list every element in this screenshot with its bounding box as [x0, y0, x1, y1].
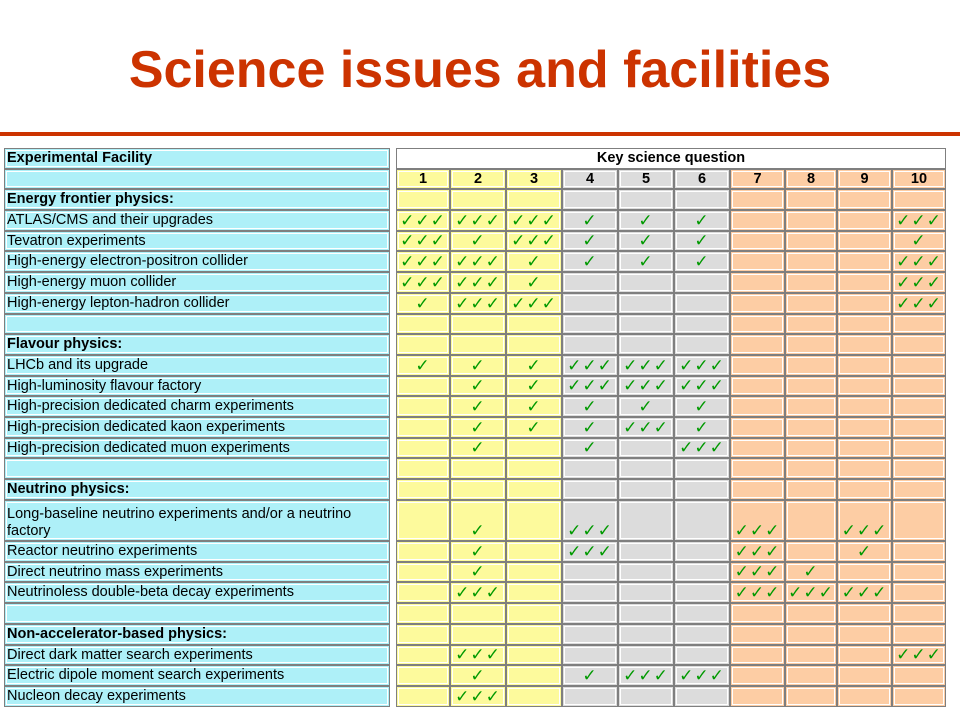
- empty-cell: [674, 624, 730, 645]
- check-mark-cell: ✓✓✓: [506, 210, 562, 231]
- empty-cell: [674, 479, 730, 500]
- facility-label: High-precision dedicated charm experiments: [4, 396, 390, 417]
- empty-cell: [730, 686, 785, 707]
- empty-cell: [396, 334, 450, 355]
- empty-cell: [396, 479, 450, 500]
- check-mark-cell: ✓✓✓: [450, 686, 506, 707]
- check-mark-cell: ✓✓✓: [562, 500, 618, 541]
- check-mark-cell: ✓✓✓: [450, 293, 506, 314]
- empty-cell: [730, 355, 785, 376]
- check-mark-cell: ✓✓✓: [396, 231, 450, 252]
- empty-cell: [785, 272, 837, 293]
- empty-cell: [730, 251, 785, 272]
- empty-cell: [396, 562, 450, 583]
- empty-cell: [674, 272, 730, 293]
- check-mark-cell: ✓✓✓: [730, 582, 785, 603]
- blank-row-label: [4, 603, 390, 624]
- check-mark-cell: ✓✓✓: [837, 582, 892, 603]
- empty-cell: [837, 624, 892, 645]
- empty-cell: [506, 686, 562, 707]
- empty-cell: [562, 645, 618, 666]
- empty-cell: [506, 562, 562, 583]
- question-number-9: 9: [837, 169, 892, 190]
- check-mark-cell: ✓: [506, 272, 562, 293]
- empty-cell: [562, 479, 618, 500]
- empty-cell: [785, 355, 837, 376]
- empty-cell: [562, 686, 618, 707]
- section-heading: Energy frontier physics:: [4, 189, 390, 210]
- empty-cell: [674, 645, 730, 666]
- check-mark-cell: ✓✓✓: [562, 355, 618, 376]
- empty-cell: [562, 562, 618, 583]
- empty-cell: [562, 314, 618, 335]
- empty-cell: [396, 686, 450, 707]
- check-mark-cell: ✓: [618, 210, 674, 231]
- blank-row-label: [4, 458, 390, 479]
- empty-cell: [730, 376, 785, 397]
- question-number-2: 2: [450, 169, 506, 190]
- facility-label: Nucleon decay experiments: [4, 686, 390, 707]
- check-mark-cell: ✓: [562, 210, 618, 231]
- check-mark-cell: ✓✓✓: [562, 376, 618, 397]
- empty-cell: [892, 582, 946, 603]
- empty-cell: [396, 624, 450, 645]
- title-divider: [0, 132, 960, 136]
- check-mark-cell: ✓✓✓: [450, 210, 506, 231]
- check-mark-cell: ✓: [674, 210, 730, 231]
- facility-label: High-luminosity flavour factory: [4, 376, 390, 397]
- check-mark-cell: ✓: [450, 541, 506, 562]
- empty-cell: [892, 500, 946, 541]
- empty-cell: [396, 396, 450, 417]
- empty-cell: [674, 500, 730, 541]
- empty-cell: [618, 314, 674, 335]
- empty-cell: [730, 334, 785, 355]
- check-mark-cell: ✓: [837, 541, 892, 562]
- empty-cell: [837, 189, 892, 210]
- facilities-table: [4, 148, 946, 707]
- empty-cell: [785, 541, 837, 562]
- empty-cell: [450, 624, 506, 645]
- empty-cell: [785, 417, 837, 438]
- empty-cell: [837, 210, 892, 231]
- empty-cell: [674, 458, 730, 479]
- check-mark-cell: ✓: [450, 376, 506, 397]
- facility-label: LHCb and its upgrade: [4, 355, 390, 376]
- empty-cell: [730, 665, 785, 686]
- empty-cell: [785, 645, 837, 666]
- empty-cell: [837, 417, 892, 438]
- check-mark-cell: ✓✓✓: [396, 251, 450, 272]
- empty-cell: [618, 293, 674, 314]
- empty-cell: [562, 334, 618, 355]
- empty-cell: [837, 479, 892, 500]
- empty-cell: [837, 396, 892, 417]
- empty-cell: [785, 665, 837, 686]
- empty-cell: [730, 645, 785, 666]
- empty-cell: [506, 541, 562, 562]
- empty-cell: [785, 396, 837, 417]
- empty-cell: [618, 189, 674, 210]
- empty-cell: [785, 603, 837, 624]
- check-mark-cell: ✓: [450, 231, 506, 252]
- empty-cell: [730, 210, 785, 231]
- empty-cell: [730, 189, 785, 210]
- question-number-4: 4: [562, 169, 618, 190]
- check-mark-cell: ✓: [450, 417, 506, 438]
- check-mark-cell: ✓✓✓: [892, 645, 946, 666]
- empty-cell: [506, 645, 562, 666]
- empty-cell: [837, 355, 892, 376]
- question-number-5: 5: [618, 169, 674, 190]
- empty-cell: [618, 479, 674, 500]
- empty-cell: [674, 541, 730, 562]
- empty-cell: [837, 376, 892, 397]
- empty-cell: [674, 582, 730, 603]
- check-mark-cell: ✓: [562, 251, 618, 272]
- empty-cell: [618, 624, 674, 645]
- empty-cell: [618, 686, 674, 707]
- check-mark-cell: ✓✓✓: [506, 231, 562, 252]
- empty-cell: [562, 603, 618, 624]
- blank-row-label: [4, 314, 390, 335]
- check-mark-cell: ✓: [674, 417, 730, 438]
- check-mark-cell: ✓: [618, 231, 674, 252]
- empty-cell: [674, 293, 730, 314]
- check-mark-cell: ✓✓✓: [674, 355, 730, 376]
- empty-cell: [892, 417, 946, 438]
- facility-label: High-energy muon collider: [4, 272, 390, 293]
- empty-cell: [785, 438, 837, 459]
- key-question-header: Key science question: [396, 148, 946, 169]
- check-mark-cell: ✓: [450, 438, 506, 459]
- empty-cell: [785, 500, 837, 541]
- check-mark-cell: ✓✓✓: [892, 210, 946, 231]
- empty-cell: [730, 314, 785, 335]
- empty-cell: [892, 396, 946, 417]
- empty-cell: [618, 458, 674, 479]
- check-mark-cell: ✓✓✓: [674, 376, 730, 397]
- question-number-8: 8: [785, 169, 837, 190]
- check-mark-cell: ✓: [674, 396, 730, 417]
- empty-cell: [506, 665, 562, 686]
- empty-cell: [562, 189, 618, 210]
- check-mark-cell: ✓: [396, 293, 450, 314]
- check-mark-cell: ✓: [506, 417, 562, 438]
- empty-cell: [618, 334, 674, 355]
- empty-cell: [674, 562, 730, 583]
- check-mark-cell: ✓✓✓: [618, 417, 674, 438]
- facility-column-header: Experimental Facility: [4, 148, 390, 169]
- empty-cell: [674, 686, 730, 707]
- empty-cell: [506, 314, 562, 335]
- empty-cell: [837, 603, 892, 624]
- section-heading: Flavour physics:: [4, 334, 390, 355]
- empty-cell: [730, 479, 785, 500]
- empty-cell: [562, 272, 618, 293]
- empty-cell: [892, 314, 946, 335]
- check-mark-cell: ✓: [450, 396, 506, 417]
- question-number-7: 7: [730, 169, 785, 190]
- check-mark-cell: ✓: [506, 355, 562, 376]
- empty-cell: [618, 645, 674, 666]
- empty-cell: [618, 541, 674, 562]
- empty-cell: [506, 479, 562, 500]
- empty-cell: [618, 500, 674, 541]
- check-mark-cell: ✓: [892, 231, 946, 252]
- empty-cell: [618, 272, 674, 293]
- facility-label: Tevatron experiments: [4, 231, 390, 252]
- check-mark-cell: ✓: [562, 438, 618, 459]
- empty-cell: [396, 417, 450, 438]
- facility-label: Direct neutrino mass experiments: [4, 562, 390, 583]
- check-mark-cell: ✓✓✓: [730, 562, 785, 583]
- empty-cell: [837, 293, 892, 314]
- check-mark-cell: ✓✓✓: [837, 500, 892, 541]
- check-mark-cell: ✓✓✓: [892, 293, 946, 314]
- empty-cell: [837, 686, 892, 707]
- empty-cell: [396, 189, 450, 210]
- empty-cell: [396, 438, 450, 459]
- section-heading: Neutrino physics:: [4, 479, 390, 500]
- empty-cell: [450, 189, 506, 210]
- empty-cell: [506, 458, 562, 479]
- empty-cell: [837, 314, 892, 335]
- check-mark-cell: ✓: [562, 417, 618, 438]
- facility-label: High-precision dedicated muon experiments: [4, 438, 390, 459]
- check-mark-cell: ✓: [562, 396, 618, 417]
- empty-cell: [785, 231, 837, 252]
- empty-cell: [785, 210, 837, 231]
- check-mark-cell: ✓✓✓: [618, 355, 674, 376]
- check-mark-cell: ✓: [618, 396, 674, 417]
- empty-cell: [618, 562, 674, 583]
- check-mark-cell: ✓✓✓: [674, 665, 730, 686]
- facility-label: Long-baseline neutrino experiments and/or a neutrino factory: [4, 500, 390, 541]
- empty-cell: [562, 582, 618, 603]
- empty-cell: [837, 231, 892, 252]
- check-mark-cell: ✓: [450, 665, 506, 686]
- facility-header-spacer: [4, 169, 390, 190]
- check-mark-cell: ✓✓✓: [618, 665, 674, 686]
- empty-cell: [730, 438, 785, 459]
- check-mark-cell: ✓✓✓: [892, 272, 946, 293]
- empty-cell: [396, 500, 450, 541]
- empty-cell: [785, 314, 837, 335]
- empty-cell: [837, 251, 892, 272]
- empty-cell: [892, 376, 946, 397]
- empty-cell: [730, 231, 785, 252]
- facility-label: High-precision dedicated kaon experiments: [4, 417, 390, 438]
- facility-label: Neutrinoless double-beta decay experiments: [4, 582, 390, 603]
- empty-cell: [785, 624, 837, 645]
- empty-cell: [785, 686, 837, 707]
- empty-cell: [450, 479, 506, 500]
- empty-cell: [837, 438, 892, 459]
- empty-cell: [892, 334, 946, 355]
- empty-cell: [562, 293, 618, 314]
- empty-cell: [396, 458, 450, 479]
- empty-cell: [730, 396, 785, 417]
- check-mark-cell: ✓: [562, 231, 618, 252]
- empty-cell: [674, 603, 730, 624]
- empty-cell: [730, 458, 785, 479]
- check-mark-cell: ✓✓✓: [396, 210, 450, 231]
- empty-cell: [730, 624, 785, 645]
- check-mark-cell: ✓✓✓: [450, 645, 506, 666]
- empty-cell: [618, 438, 674, 459]
- slide-title: Science issues and facilities: [128, 41, 832, 99]
- facility-label: Direct dark matter search experiments: [4, 645, 390, 666]
- empty-cell: [892, 562, 946, 583]
- empty-cell: [562, 624, 618, 645]
- empty-cell: [730, 603, 785, 624]
- facility-label: High-energy lepton-hadron collider: [4, 293, 390, 314]
- empty-cell: [506, 603, 562, 624]
- empty-cell: [730, 272, 785, 293]
- empty-cell: [450, 603, 506, 624]
- empty-cell: [562, 458, 618, 479]
- empty-cell: [506, 582, 562, 603]
- empty-cell: [837, 645, 892, 666]
- empty-cell: [785, 334, 837, 355]
- check-mark-cell: ✓✓✓: [618, 376, 674, 397]
- empty-cell: [450, 458, 506, 479]
- empty-cell: [506, 438, 562, 459]
- check-mark-cell: ✓: [450, 500, 506, 541]
- question-number-3: 3: [506, 169, 562, 190]
- empty-cell: [892, 603, 946, 624]
- empty-cell: [450, 314, 506, 335]
- empty-cell: [396, 603, 450, 624]
- empty-cell: [837, 272, 892, 293]
- empty-cell: [396, 665, 450, 686]
- check-mark-cell: ✓✓✓: [562, 541, 618, 562]
- empty-cell: [892, 189, 946, 210]
- check-mark-cell: ✓✓✓: [450, 582, 506, 603]
- check-mark-cell: ✓: [506, 396, 562, 417]
- check-mark-cell: ✓: [506, 376, 562, 397]
- empty-cell: [892, 541, 946, 562]
- empty-cell: [892, 665, 946, 686]
- check-mark-cell: ✓: [785, 562, 837, 583]
- empty-cell: [785, 458, 837, 479]
- empty-cell: [892, 624, 946, 645]
- empty-cell: [506, 189, 562, 210]
- facility-label: ATLAS/CMS and their upgrades: [4, 210, 390, 231]
- check-mark-cell: ✓: [674, 251, 730, 272]
- empty-cell: [618, 582, 674, 603]
- empty-cell: [396, 541, 450, 562]
- check-mark-cell: ✓✓✓: [506, 293, 562, 314]
- empty-cell: [506, 500, 562, 541]
- empty-cell: [674, 334, 730, 355]
- check-mark-cell: ✓✓✓: [730, 500, 785, 541]
- empty-cell: [837, 334, 892, 355]
- check-mark-cell: ✓✓✓: [450, 251, 506, 272]
- check-mark-cell: ✓✓✓: [892, 251, 946, 272]
- empty-cell: [730, 293, 785, 314]
- empty-cell: [892, 458, 946, 479]
- empty-cell: [674, 189, 730, 210]
- empty-cell: [837, 458, 892, 479]
- empty-cell: [730, 417, 785, 438]
- empty-cell: [618, 603, 674, 624]
- question-number-6: 6: [674, 169, 730, 190]
- check-mark-cell: ✓✓✓: [785, 582, 837, 603]
- question-number-1: 1: [396, 169, 450, 190]
- empty-cell: [785, 293, 837, 314]
- empty-cell: [892, 686, 946, 707]
- check-mark-cell: ✓: [450, 355, 506, 376]
- facility-label: Electric dipole moment search experiments: [4, 665, 390, 686]
- empty-cell: [892, 479, 946, 500]
- empty-cell: [396, 376, 450, 397]
- empty-cell: [785, 376, 837, 397]
- facility-label: High-energy electron-positron collider: [4, 251, 390, 272]
- empty-cell: [506, 334, 562, 355]
- check-mark-cell: ✓: [396, 355, 450, 376]
- empty-cell: [892, 438, 946, 459]
- check-mark-cell: ✓✓✓: [450, 272, 506, 293]
- empty-cell: [506, 624, 562, 645]
- check-mark-cell: ✓: [562, 665, 618, 686]
- check-mark-cell: ✓: [506, 251, 562, 272]
- empty-cell: [837, 562, 892, 583]
- question-number-10: 10: [892, 169, 946, 190]
- check-mark-cell: ✓✓✓: [396, 272, 450, 293]
- check-mark-cell: ✓✓✓: [730, 541, 785, 562]
- check-mark-cell: ✓: [450, 562, 506, 583]
- empty-cell: [785, 479, 837, 500]
- check-mark-cell: ✓: [674, 231, 730, 252]
- check-mark-cell: ✓✓✓: [674, 438, 730, 459]
- empty-cell: [396, 582, 450, 603]
- facility-label: Reactor neutrino experiments: [4, 541, 390, 562]
- empty-cell: [674, 314, 730, 335]
- empty-cell: [837, 665, 892, 686]
- empty-cell: [785, 251, 837, 272]
- empty-cell: [785, 189, 837, 210]
- check-mark-cell: ✓: [618, 251, 674, 272]
- empty-cell: [396, 645, 450, 666]
- empty-cell: [892, 355, 946, 376]
- section-heading: Non-accelerator-based physics:: [4, 624, 390, 645]
- empty-cell: [396, 314, 450, 335]
- empty-cell: [450, 334, 506, 355]
